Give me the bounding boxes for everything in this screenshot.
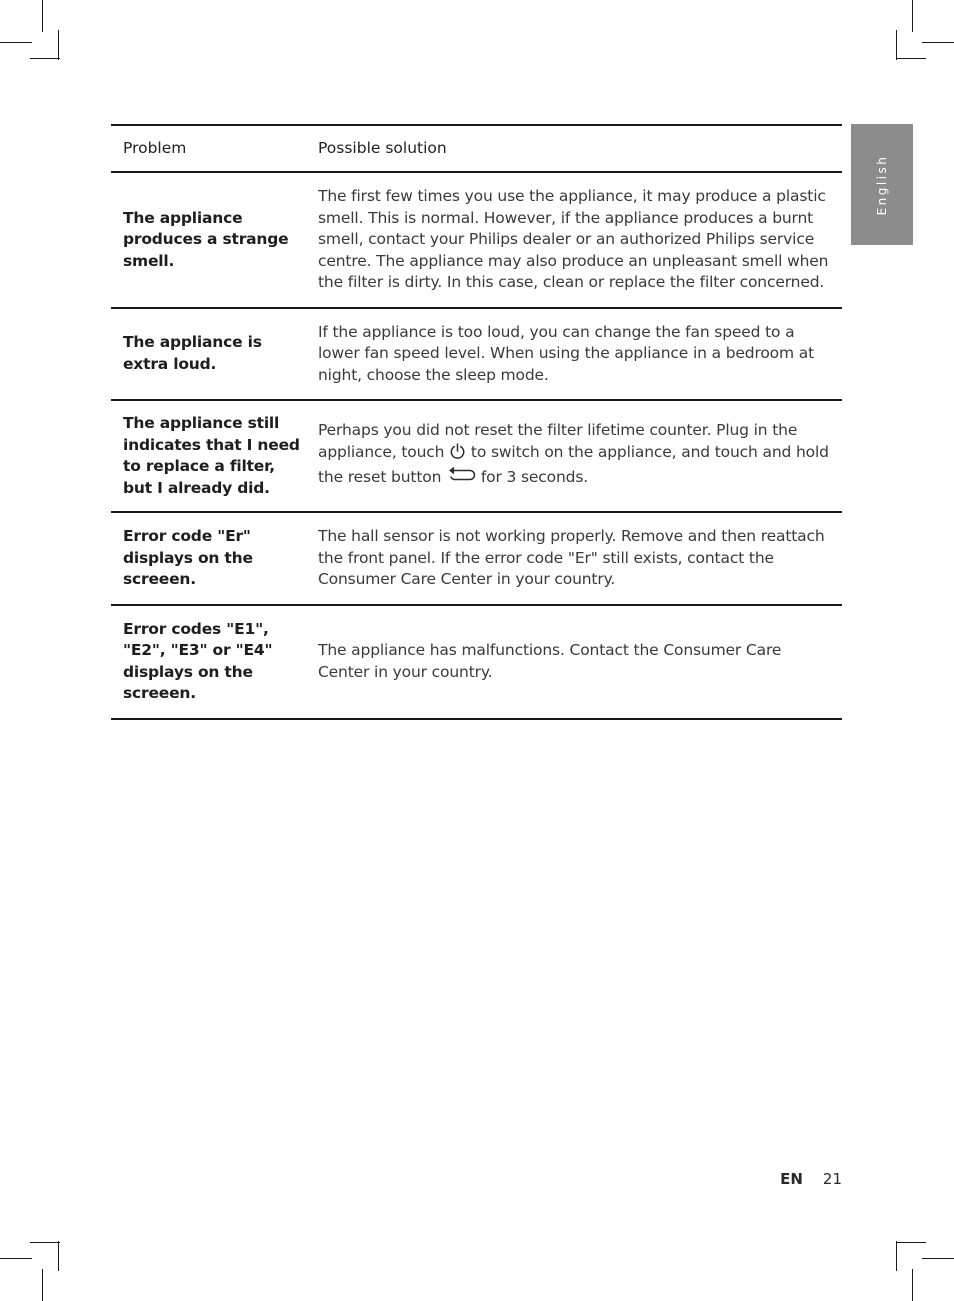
crop-mark	[0, 1258, 32, 1259]
solution-cell	[306, 400, 842, 512]
problem-cell: Error code "Er" displays on the screeen.	[123, 527, 253, 588]
header-problem: Problem	[123, 138, 187, 157]
table-row	[111, 512, 842, 605]
solution-cell: The hall sensor is not working properly. Remove and then reattach the front panel. If the error code "Er" still exists, contact the Consumer Care Center in your country.	[318, 527, 825, 588]
problem-cell: Error codes "E1", "E2", "E3" or "E4" displays on the screeen.	[123, 619, 273, 702]
language-code: EN	[780, 1170, 803, 1188]
solution-cell: The appliance has malfunctions. Contact the Consumer Care Center in your country.	[318, 641, 782, 681]
crop-mark	[896, 30, 897, 60]
crop-mark	[0, 42, 32, 43]
crop-mark	[896, 1241, 897, 1271]
crop-mark	[30, 58, 60, 59]
crop-mark	[42, 1269, 43, 1301]
problem-cell: The appliance is extra loud.	[123, 333, 262, 373]
table-row	[111, 400, 842, 512]
crop-mark	[30, 1242, 60, 1243]
page-footer	[780, 1170, 842, 1188]
solution-cell: If the appliance is too loud, you can change the fan speed to a lower fan speed level. When using the appliance in a bedroom at night, choose the sleep mode.	[318, 322, 815, 384]
crop-mark	[896, 1242, 926, 1243]
table-row	[111, 172, 842, 308]
table-header-row	[111, 125, 842, 172]
crop-mark	[922, 42, 954, 43]
crop-mark	[58, 1241, 59, 1271]
solution-text: for 3 seconds.	[476, 468, 589, 487]
crop-mark	[912, 1269, 913, 1301]
page-number: 21	[822, 1170, 842, 1188]
problem-cell: The appliance produces a strange smell.	[123, 208, 289, 270]
crop-mark	[896, 58, 926, 59]
table-row	[111, 308, 842, 401]
crop-mark	[42, 0, 43, 32]
header-solution: Possible solution	[318, 138, 447, 157]
problem-cell: The appliance still indicates that I need to replace a filter, but I already did.	[123, 414, 300, 497]
solution-text: to switch on the appliance, and touch and hold the reset button	[318, 442, 829, 487]
table-row	[111, 605, 842, 719]
crop-mark	[922, 1258, 954, 1259]
crop-mark	[58, 30, 59, 60]
reset-icon	[446, 466, 476, 492]
solution-cell: The first few times you use the appliance, it may produce a plastic smell. This is normal. However, if the appliance produces a burnt smell, contact your Philips dealer or an authorized Philips service centre. The appliance may also produce an unpleasant smell when the filter is dirty. In this case, clean or replace the filter concerned.	[318, 187, 829, 291]
troubleshooting-table	[111, 124, 842, 720]
crop-mark	[912, 0, 913, 32]
language-side-tab-label: English	[875, 154, 889, 215]
solution-text: Perhaps you did not reset the filter lifetime counter. Plug in the appliance, touch	[318, 421, 798, 461]
power-icon	[449, 443, 466, 467]
language-side-tab	[851, 124, 913, 245]
